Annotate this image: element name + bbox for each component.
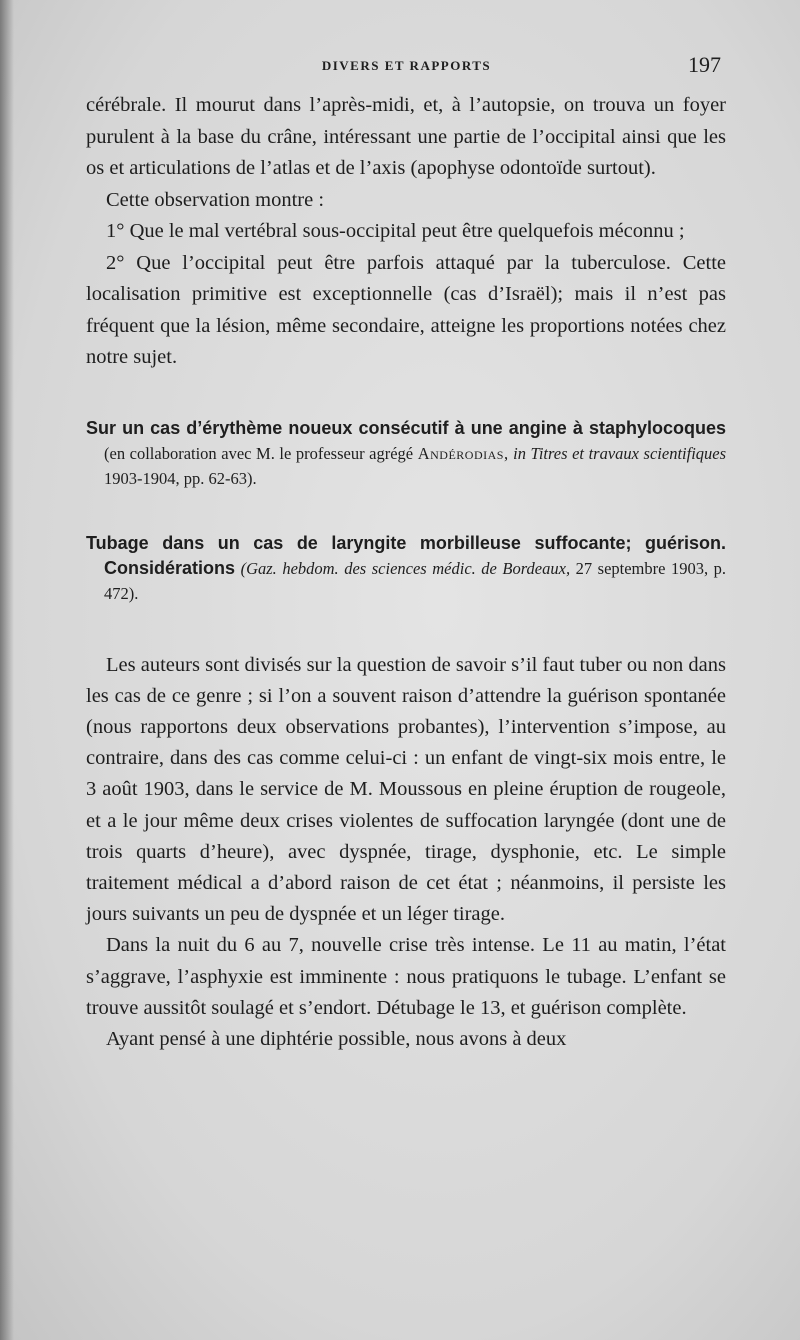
list-item: 1° Que le mal vertébral sous-occipital peut être quelquefois méconnu ; bbox=[106, 220, 685, 242]
list-item: 2° Que l’occipital peut être parfois attaqué par la tuberculose. Cette localisation primitive est exceptionnelle (cas d’Israël); mais il n’est pas fréquent que la lésion, même secondaire, atteigne les proportions notées chez notre sujet. bbox=[86, 251, 726, 368]
paragraph: cérébrale. Il mourut dans l’après-midi, et, à l’autopsie, on trouva un foyer purulent à la base du crâne, intéressant une partie de l’occipital ainsi que les os et articulations de l’atlas et de l’axis (apophyse odontoïde surtout). bbox=[86, 94, 726, 179]
paragraph: Dans la nuit du 6 au 7, nouvelle crise très intense. Le 11 au matin, l’état s’aggrave, l’asphyxie est imminente : nous pratiquons le tubage. L’enfant se trouve aussitôt soulagé et s’endort. Détubage le 13, et guérison complète. bbox=[86, 934, 726, 1019]
text-block bbox=[86, 90, 726, 1055]
case-report bbox=[86, 650, 726, 1056]
page-header bbox=[88, 52, 725, 80]
paragraph: Cette observation montre : bbox=[106, 188, 325, 211]
entry-title: Tubage dans un cas de laryngite morbilleuse suffocante; guérison. Considérations bbox=[86, 532, 726, 578]
entry-journal: (Gaz. hebdom. des sciences médic. de Bordeaux, bbox=[240, 558, 571, 578]
entry-collaboration: (en collaboration avec M. le professeur agrégé bbox=[104, 443, 414, 463]
page-edge-shadow bbox=[0, 0, 14, 1340]
paragraph: Ayant pensé à une diphtérie possible, nous avons à deux bbox=[106, 1027, 567, 1050]
entry-title: Sur un cas d’érythème noueux consécutif à une angine à staphylocoques bbox=[86, 417, 726, 438]
entry-pages: 1903-1904, pp. 62-63). bbox=[104, 468, 257, 488]
entry-date: 27 septembre 1903, p. 472). bbox=[104, 558, 727, 603]
page-number: 197 bbox=[688, 52, 721, 77]
paragraph: Les auteurs sont divisés sur la question de savoir s’il faut tuber ou non dans les cas de ce genre ; si l’on a souvent raison d’attendre la guérison spontanée (nous rapportons deux observations probantes), l’intervention s’impose, au contraire, dans des cas comme celui-ci : un enfant de vingt-six mois entre, le 3 août 1903, dans le service de M. Moussous en pleine éruption de rougeole, et a le jour même deux crises violentes de suffocation laryngée (dont une de trois quarts d’heure), avec dyspnée, tirage, dysphonie, etc. Le simple traitement médical a d’abord raison de cet état ; néanmoins, il persiste les jours suivants un peu de dyspnée et un léger tirage. bbox=[86, 653, 726, 926]
running-head: DIVERS ET RAPPORTS bbox=[321, 58, 492, 73]
entry-author: Andérodias, bbox=[417, 443, 509, 463]
bibliography-entry-tubage bbox=[86, 531, 726, 606]
bibliography-entry-erytheme bbox=[86, 416, 726, 491]
entry-source: in Titres et travaux scientifiques bbox=[513, 443, 727, 463]
